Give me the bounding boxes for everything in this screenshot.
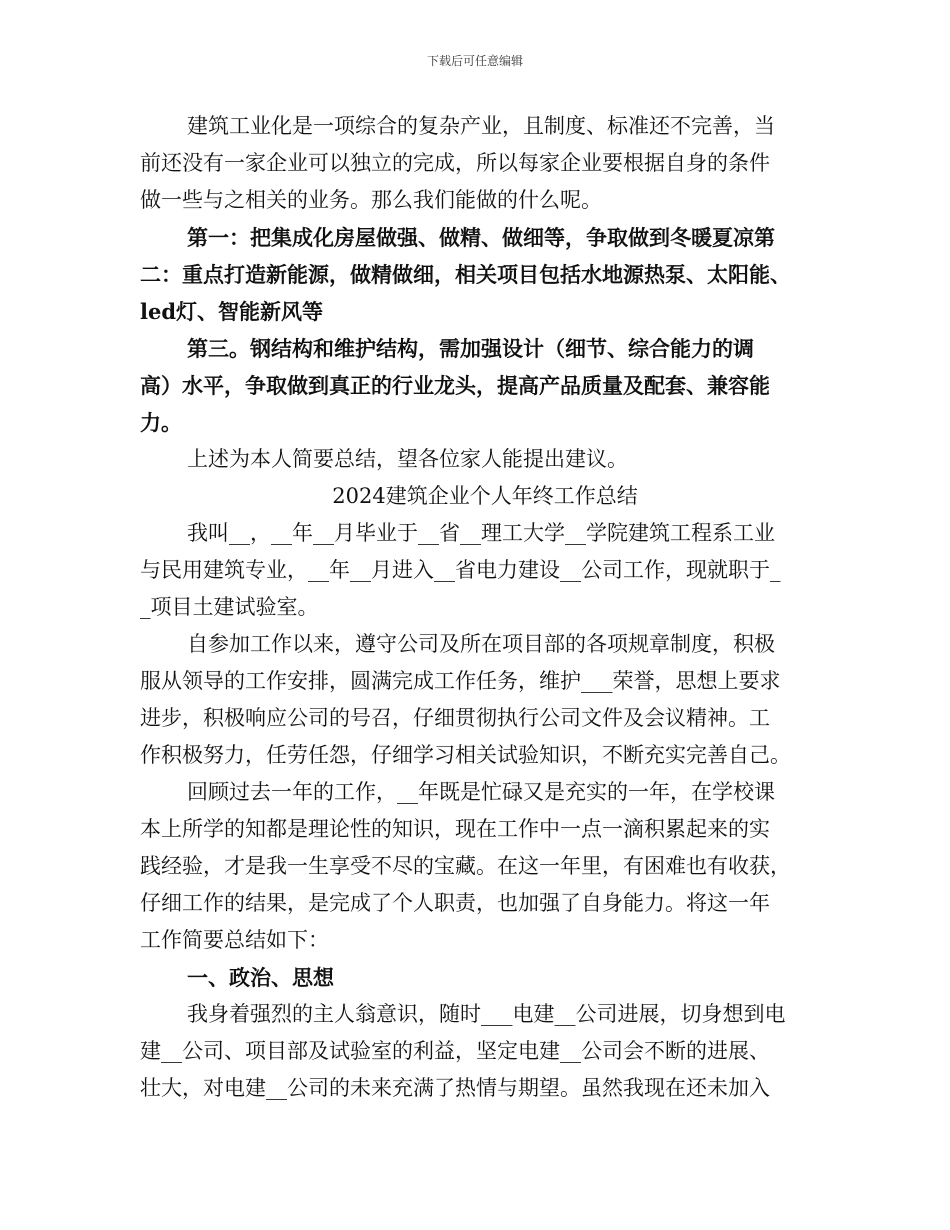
text-line: 作积极努力，任劳任怨，仔细学习相关试验知识，不断充实完善自己。 bbox=[140, 743, 791, 767]
text-line: 高）水平，争取做到真正的行业龙头，提高产品质量及配套、兼容能 bbox=[140, 373, 770, 398]
text-line: 第三。钢结构和维护结构，需加强设计（细节、综合能力的调 bbox=[187, 336, 754, 361]
paragraph-point-three bbox=[140, 330, 830, 441]
section-heading bbox=[140, 959, 830, 996]
text-line: led灯、智能新风等 bbox=[140, 299, 324, 324]
text-line: 服从领导的工作安排，圆满完成工作任务，维护___荣誉，思想上要求 bbox=[140, 669, 781, 693]
text-line: 仔细工作的结果，是完成了个人职责，也加强了自身能力。将这一年 bbox=[140, 891, 770, 915]
text-line: 二：重点打造新能源，做精做细，相关项目包括水地源热泵、太阳能、 bbox=[140, 262, 791, 287]
text-line: 回顾过去一年的工作，__年既是忙碌又是充实的一年，在学校课 bbox=[187, 780, 775, 804]
text-line: 本上所学的知都是理论性的知识，现在工作中一点一滴积累起来的实 bbox=[140, 817, 770, 841]
text-line: _项目土建试验室。 bbox=[140, 595, 319, 619]
paragraph-review bbox=[140, 774, 830, 959]
paragraph-work-attitude bbox=[140, 626, 830, 774]
paragraph-intro bbox=[140, 108, 830, 219]
text-line: 壮大，对电建__公司的未来充满了热情与期望。虽然我现在还未加入 bbox=[140, 1076, 770, 1100]
paragraph-closing bbox=[140, 441, 830, 478]
heading-politics-thought: 一、政治、思想 bbox=[187, 965, 334, 990]
text-line: 做一些与之相关的业务。那么我们能做的什么呢。 bbox=[140, 188, 602, 212]
paragraph-self-intro bbox=[140, 515, 830, 626]
text-line: 前还没有一家企业可以独立的完成，所以每家企业要根据自身的条件 bbox=[140, 151, 770, 175]
document-body bbox=[140, 108, 830, 1107]
text-line: 进步，积极响应公司的号召，仔细贯彻执行公司文件及会议精神。工 bbox=[140, 706, 770, 730]
text-line: 建__公司、项目部及试验室的利益，坚定电建__公司会不断的进展、 bbox=[140, 1039, 770, 1063]
text-line: 与民用建筑专业，__年__月进入__省电力建设__公司工作，现就职于_ bbox=[140, 558, 781, 582]
text-line: 践经验，才是我一生享受不尽的宝藏。在这一年里，有困难也有收获， bbox=[140, 854, 791, 878]
text-line: 工作简要总结如下： bbox=[140, 928, 329, 952]
text-line: 我叫__，__年__月毕业于__省__理工大学__学院建筑工程系工业 bbox=[187, 521, 775, 545]
text-line: 上述为本人简要总结，望各位家人能提出建议。 bbox=[187, 447, 628, 471]
section-title bbox=[140, 478, 830, 515]
paragraph-point-one-two bbox=[140, 219, 830, 330]
paragraph-ownership bbox=[140, 996, 830, 1107]
text-line: 第一：把集成化房屋做强、做精、做细等，争取做到冬暖夏凉第 bbox=[187, 225, 775, 250]
text-line: 我身着强烈的主人翁意识，随时___电建__公司进展，切身想到电 bbox=[187, 1002, 786, 1026]
text-line: 建筑工业化是一项综合的复杂产业，且制度、标准还不完善，当 bbox=[187, 114, 775, 138]
page-header: 下载后可任意编辑 bbox=[426, 54, 523, 68]
document-title: 2024建筑企业个人年终工作总结 bbox=[332, 484, 638, 508]
text-line: 自参加工作以来，遵守公司及所在项目部的各项规章制度，积极 bbox=[187, 632, 775, 656]
text-line: 力。 bbox=[140, 410, 182, 435]
